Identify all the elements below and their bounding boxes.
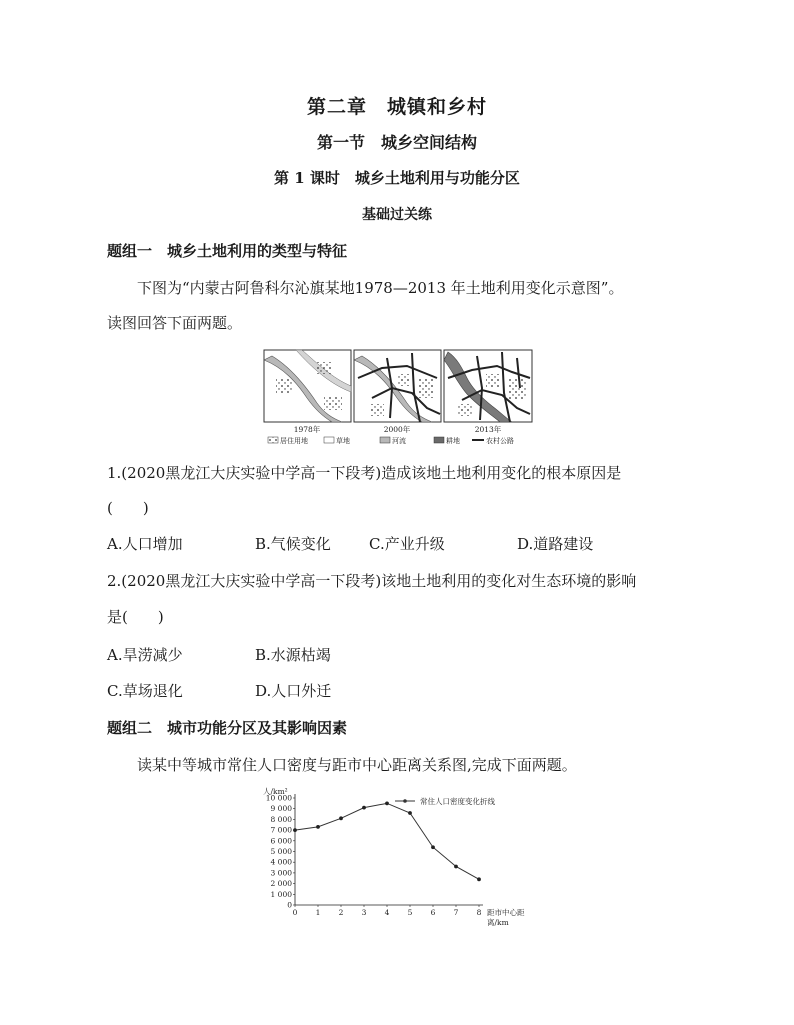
chart-y-tick-label: 0: [287, 900, 292, 910]
population-density-chart: [255, 784, 555, 926]
chart-x-tick-label: 0: [292, 908, 298, 917]
legend-label-river: 河流: [392, 437, 406, 445]
chart-x-ticks: [293, 905, 482, 917]
question-1-option-b[interactable]: B.气候变化: [255, 535, 331, 553]
question-2-option-c[interactable]: C.草场退化: [107, 682, 183, 700]
land-use-map-figure: [262, 348, 534, 450]
practice-title: 基础过关练: [362, 207, 432, 223]
legend-label-road: 农村公路: [486, 437, 514, 445]
question-2-option-b[interactable]: B.水源枯竭: [255, 646, 331, 664]
density-data-point: [316, 825, 320, 829]
question-1-option-d[interactable]: D.道路建设: [517, 535, 594, 553]
chart-y-tick-label: 3 000: [270, 868, 292, 878]
group2-title: 题组二 城市功能分区及其影响因素: [107, 719, 348, 737]
chart-x-tick-label: 3: [361, 908, 367, 917]
chart-x-tick-label: 2: [338, 908, 344, 917]
chart-x-tick-label: 4: [384, 908, 390, 917]
chart-x-tick-label: 8: [476, 908, 482, 917]
map-panel-1978: [264, 350, 351, 422]
chart-y-tick-label: 2 000: [270, 879, 292, 889]
chart-legend: [395, 796, 495, 806]
chart-y-tick-label: 5 000: [270, 847, 292, 856]
question-2-stem: 2.(2020黑龙江大庆实验中学高一下段考)该地土地利用的变化对生态环境的影响: [107, 572, 637, 590]
legend-swatch-residential: [268, 437, 278, 443]
question-2-option-a[interactable]: A.旱涝减少: [107, 646, 183, 664]
panel-label-2013: 2013年: [474, 425, 502, 434]
chapter-title: 第二章 城镇和乡村: [306, 96, 487, 118]
chart-series: [293, 801, 481, 881]
map-panel-2013: [444, 350, 532, 422]
question-1-stem: 1.(2020黑龙江大庆实验中学高一下段考)造成该地土地利用变化的根本原因是: [107, 464, 622, 482]
chart-axes: [295, 794, 483, 905]
chart-x-tick-label: 5: [407, 908, 413, 917]
group1-title: 题组一 城乡土地利用的类型与特征: [107, 242, 348, 260]
map-legend: [268, 436, 514, 445]
section-title: 第一节 城乡空间结构: [316, 133, 477, 152]
legend-swatch-farmland: [434, 437, 444, 443]
chart-x-tick-label: 6: [430, 908, 436, 917]
density-data-point: [362, 806, 366, 810]
chart-y-tick-label: 1 000: [270, 889, 292, 899]
chart-x-axis-label-line: 距市中心距: [487, 908, 525, 917]
chart-y-ticks: [266, 794, 295, 910]
question-1-answer-blank: ( ): [107, 499, 149, 517]
legend-marker-swatch: [403, 799, 407, 803]
chart-y-tick-label: 4 000: [270, 857, 292, 867]
panel-label-1978: 1978年: [293, 425, 321, 434]
question-2-option-d[interactable]: D.人口外迁: [255, 682, 332, 700]
question-1-option-c[interactable]: C.产业升级: [369, 535, 445, 553]
legend-label-grassland: 草地: [336, 437, 350, 445]
question-2-answer-blank: 是( ): [107, 608, 164, 626]
lesson-title: 第 1 课时 城乡土地利用与功能分区: [274, 169, 520, 187]
map-panel-2000: [354, 350, 441, 422]
legend-swatch-grassland: [324, 437, 334, 443]
density-data-point: [385, 801, 389, 805]
question-1-option-a[interactable]: A.人口增加: [107, 535, 183, 553]
group1-intro-line2: 读图回答下面两题。: [107, 314, 243, 332]
chart-legend-label: 常住人口密度变化折线: [420, 797, 495, 806]
density-data-point: [408, 811, 412, 815]
group1-intro-line1: 下图为“内蒙古阿鲁科尔沁旗某地1978—2013 年土地利用变化示意图”。: [137, 279, 624, 297]
chart-x-tick-label: 7: [453, 908, 459, 917]
chart-y-axis-label: 人/km²: [263, 787, 288, 796]
density-data-point: [431, 845, 435, 849]
chart-x-axis-label: [487, 907, 525, 926]
density-data-point: [293, 828, 297, 832]
density-data-point: [477, 877, 481, 881]
legend-swatch-river: [380, 437, 390, 443]
chart-y-tick-label: 9 000: [270, 804, 292, 814]
chart-y-tick-label: 10 000: [265, 793, 292, 803]
chart-y-tick-label: 7 000: [270, 825, 292, 835]
chart-x-tick-label: 1: [315, 908, 321, 917]
chart-y-tick-label: 8 000: [270, 814, 292, 824]
legend-label-residential: 居住用地: [280, 437, 308, 445]
density-data-point: [339, 816, 343, 820]
legend-label-farmland: 耕地: [446, 437, 460, 445]
chart-x-axis-label-line: 离/km: [487, 918, 509, 926]
density-series-line: [295, 803, 479, 879]
panel-label-2000: 2000年: [383, 425, 411, 434]
group2-intro: 读某中等城市常住人口密度与距市中心距离关系图,完成下面两题。: [137, 756, 577, 774]
density-data-point: [454, 865, 458, 869]
chart-y-tick-label: 6 000: [270, 836, 292, 846]
